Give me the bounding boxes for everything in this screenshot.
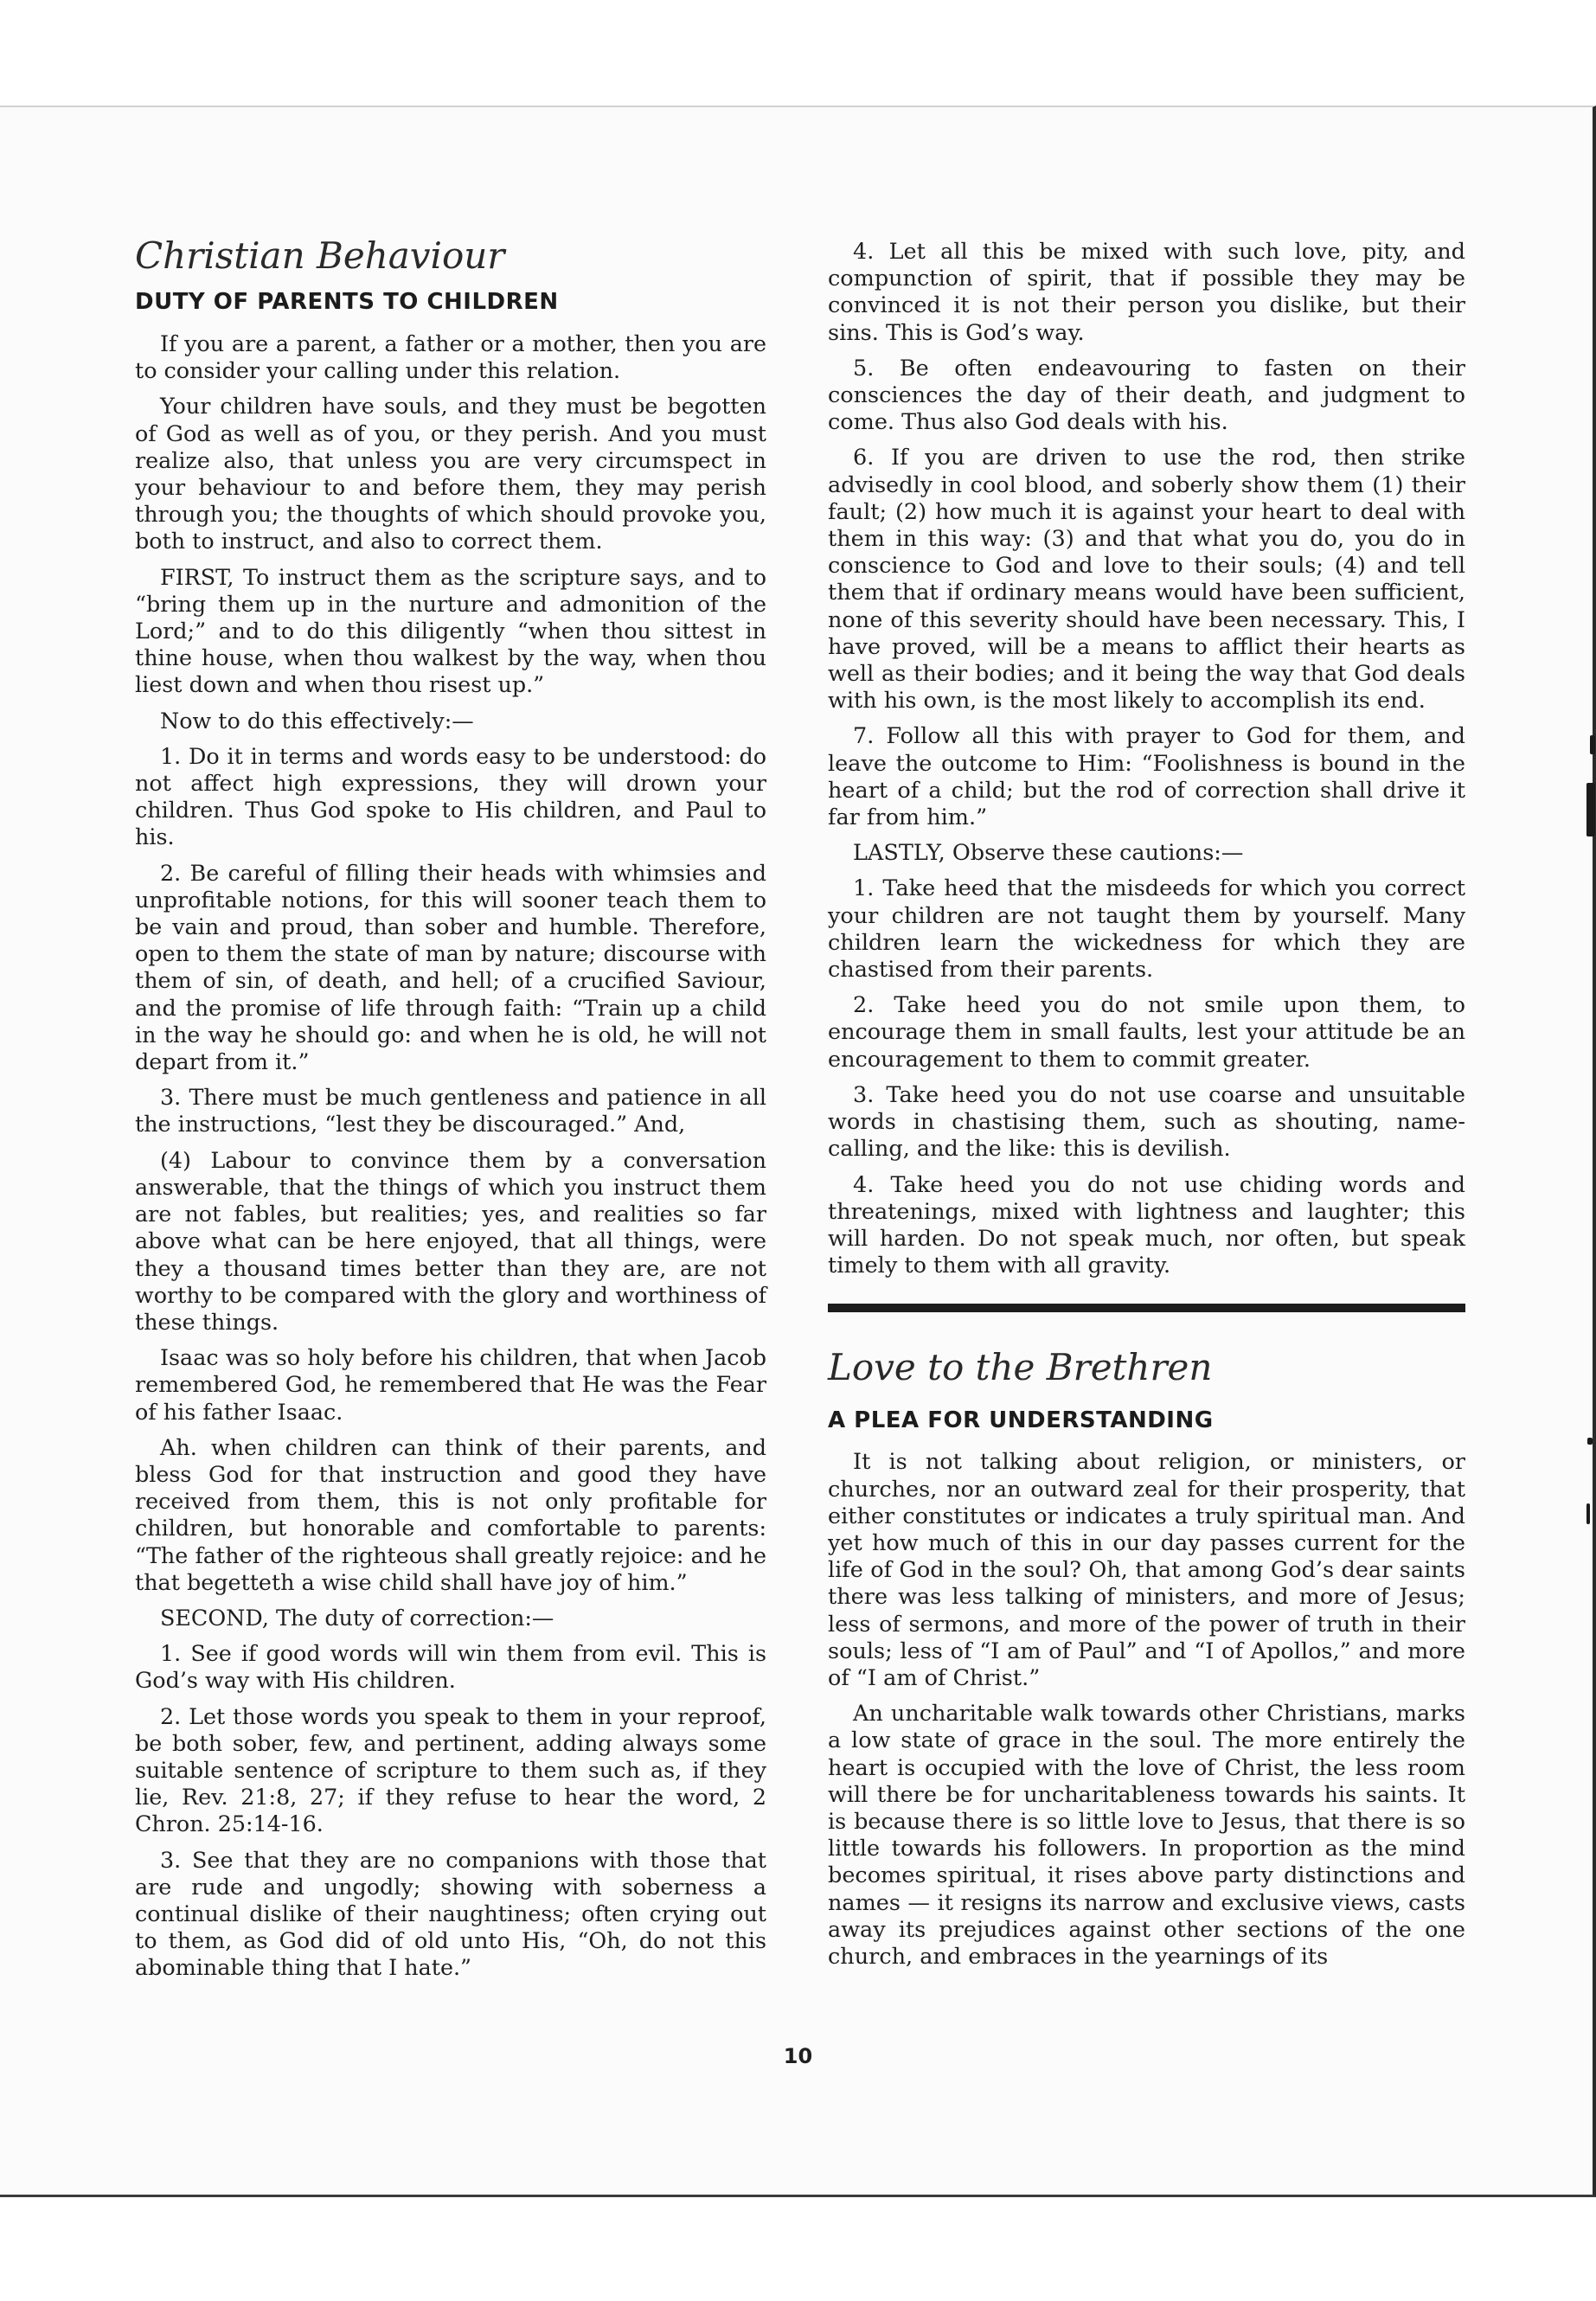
paragraph: Now to do this effectively:—	[160, 707, 474, 734]
paragraph: Ah. when children can think of their parents, and bless God for that instruction and good they have received from them, this is not only profitable for children, but honorable and comfortable to parents: “The father of the righteous shall greatly rejoice: and he that begetteth a wise child shall have joy of him.”	[135, 1433, 766, 1595]
paragraph: (4) Labour to convince them by a conversation answerable, that the things of which you instruct them are not fables, but realities; yes, and realities so far above what can be here enjoyed, that all things, were they a thousand times better than they are, are not worthy to be compared with the glory and worthiness of these things.	[135, 1146, 766, 1335]
paragraph: Isaac was so holy before his children, that when Jacob remembered God, he remembered that He was the Fear of his father Isaac.	[135, 1344, 766, 1425]
paragraph: 3. See that they are no companions with those that are rude and ungodly; showing with soberness a continual dislike of their naughtiness; often crying out to them, as God did of old unto His, “Oh, do not this abominable thing that I hate.”	[135, 1846, 766, 1981]
paragraph: 4. Let all this be mixed with such love, pity, and compunction of spirit, that if possible they may be convinced it is not their person you dislike, but their sins. This is God’s way.	[828, 239, 1465, 346]
paragraph: Your children have souls, and they must be begotten of God as well as of you, or they perish. And you must realize also, that unless you are very circumspect in your behaviour to and before them, they may perish through you; the thoughts of which should provoke you, both to instruct, and also to correct them.	[135, 393, 766, 554]
paragraph: 1. Do it in terms and words easy to be understood: do not affect high expressions, they will drown your children. Thus God spoke to His children, and Paul to his.	[135, 742, 766, 850]
subhead-duty-of-parents: DUTY OF PARENTS TO CHILDREN	[135, 289, 559, 315]
paragraph: 3. There must be much gentleness and patience in all the instructions, “lest they be discouraged.” And,	[135, 1084, 766, 1138]
scan-artifact-mark	[1586, 783, 1595, 836]
paragraph: 2. Let those words you speak to them in your reproof, be both sober, few, and pertinent, adding always some suitable sentence of scripture to them such as, if they lie, Rev. 21:8, 27; if they refuse to hear the word, 2 Chron. 25:14-16.	[135, 1702, 766, 1837]
section-divider-rule	[828, 1304, 1465, 1312]
paragraph: It is not talking about religion, or ministers, or churches, nor an outward zeal for their prosperity, that either constitutes or indicates a truly spiritual man. And yet how much of this in our day passes current for the life of God in the soul? Oh, that among God’s dear saints there was less talking of ministers, and more of Jesus; less of sermons, and more of the power of truth in their souls; less of “I am of Paul” and “I of Apollos,” and more of “I am of Christ.”	[828, 1449, 1465, 1691]
scan-artifact-mark	[1586, 1503, 1590, 1524]
section-title-love-to-the-brethren: Love to the Brethren	[828, 1346, 1213, 1389]
paragraph: An uncharitable walk towards other Christians, marks a low state of grace in the soul. The more entirely the heart is occupied with the love of Christ, the less room will there be for uncharitableness towards his saints. It is because there is so little love to Jesus, that there is so little towards his followers. In proportion as the mind becomes spiritual, it rises above party distinctions and names — it resigns its narrow and exclusive views, casts away its prejudices against other sections of the one church, and embraces in the yearnings of its	[828, 1701, 1465, 1970]
scan-artifact-mark	[1587, 1438, 1593, 1445]
paragraph: 2. Take heed you do not smile upon them, to encourage them in small faults, lest your attitude be an encouragement to them to commit greater.	[828, 992, 1465, 1073]
paragraph: 1. Take heed that the misdeeds for which you correct your children are not taught them by yourself. Many children learn the wickedness for which they are chastised from their parents.	[828, 875, 1465, 984]
paragraph: LASTLY, Observe these cautions:—	[853, 840, 1244, 867]
section-title-christian-behaviour: Christian Behaviour	[135, 234, 505, 277]
paragraph: 6. If you are driven to use the rod, then strike advisedly in cool blood, and soberly show them (1) their fault; (2) how much it is against your heart to deal with them in this way: (3) and that what you do, you do in conscience to God and love to their souls; (4) and tell them that if ordinary means would have been sufficient, none of this severity should have been necessary. This, I have proved, will be a means to afflict their hearts as well as their bodies; and it being the way that God deals with his own, is the most likely to accomplish its end.	[828, 445, 1465, 715]
paragraph: 5. Be often endeavouring to fasten on their consciences the day of their death, and judgment to come. Thus also God deals with his.	[828, 355, 1465, 436]
paragraph: 7. Follow all this with prayer to God for them, and leave the outcome to Him: “Foolishness is bound in the heart of a child; but the rod of correction shall drive it far from him.”	[828, 723, 1465, 831]
scan-artifact-mark	[1590, 735, 1595, 754]
paragraph: 3. Take heed you do not use coarse and unsuitable words in chastising them, such as shouting, name-calling, and the like: this is devilish.	[828, 1081, 1465, 1163]
left-column	[135, 234, 766, 1990]
right-column	[828, 239, 1465, 1979]
paragraph: 2. Be careful of filling their heads with whimsies and unprofitable notions, for this will sooner teach them to be vain and proud, than sober and humble. Therefore, open to them the state of man by nature; discourse with them of sin, of death, and hell; of a crucified Saviour, and the promise of life through faith: “Train up a child in the way he should go: and when he is old, he will not depart from it.”	[135, 859, 766, 1075]
subhead-plea-for-understanding: A PLEA FOR UNDERSTANDING	[828, 1407, 1214, 1434]
paragraph: FIRST, To instruct them as the scripture says, and to “bring them up in the nurture and admonition of the Lord;” and to do this diligently “when thou sittest in thine house, when thou walkest by the way, when thou liest down and when thou risest up.”	[135, 563, 766, 698]
paragraph: 1. See if good words will win them from evil. This is God’s way with His children.	[135, 1640, 766, 1694]
paragraph: SECOND, The duty of correction:—	[160, 1604, 554, 1631]
paragraph: 4. Take heed you do not use chiding words and threatenings, mixed with lightness and laughter; this will harden. Do not speak much, nor often, but speak timely to them with all gravity.	[828, 1171, 1465, 1279]
page-number: 10	[783, 2044, 813, 2068]
paragraph: If you are a parent, a father or a mother, then you are to consider your calling under this relation.	[135, 330, 766, 384]
